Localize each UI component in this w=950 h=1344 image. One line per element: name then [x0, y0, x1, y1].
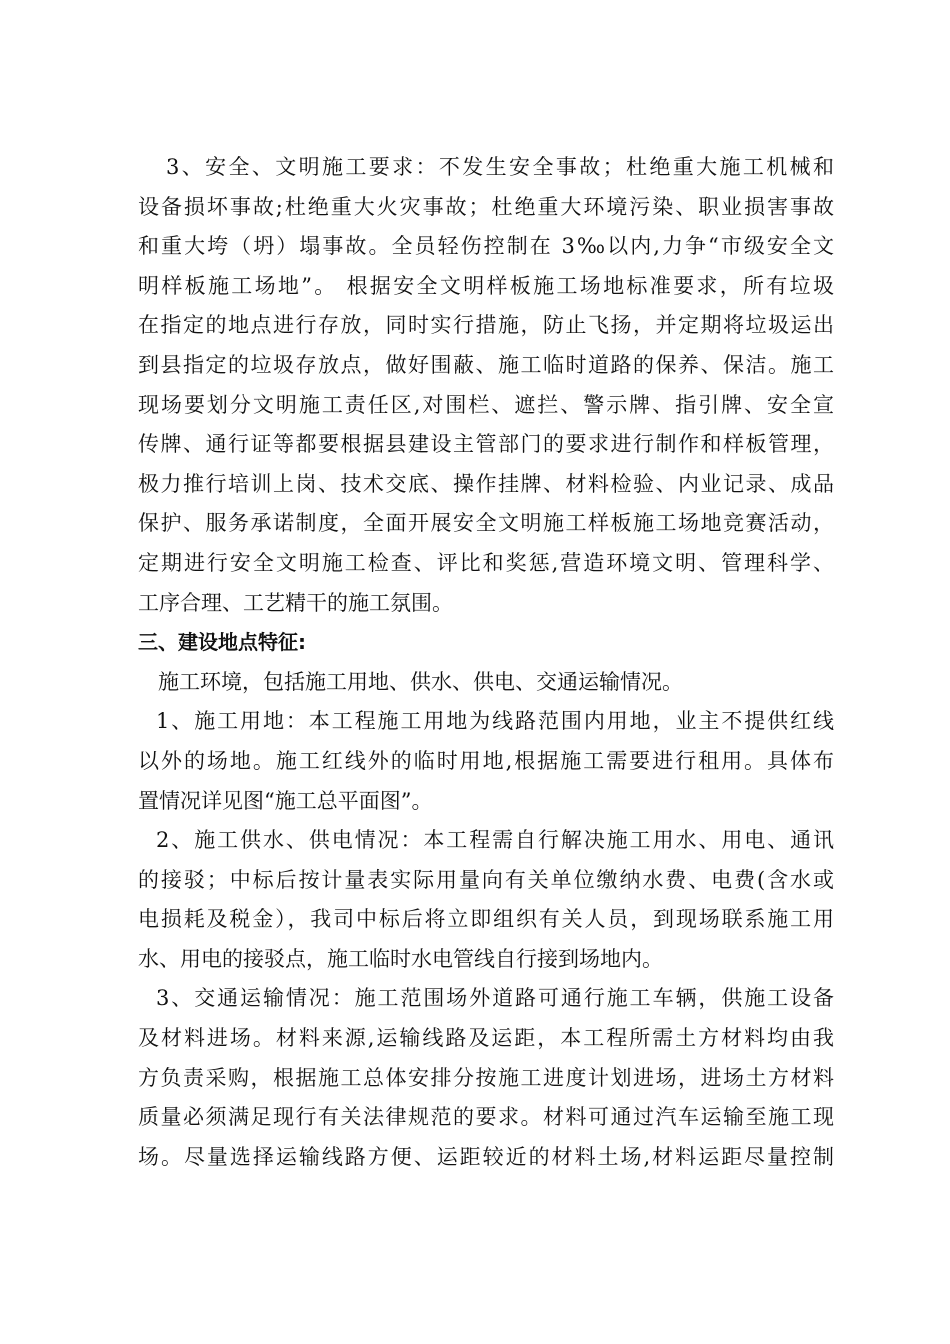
- text-line: 质量必须满足现行有关法律规范的要求。材料可通过汽车运输至施工现: [138, 1105, 834, 1130]
- intro-line: 施工环境，包括施工用地、供水、供电、交通运输情况。: [158, 669, 683, 694]
- section-heading: 三、建设地点特征:: [138, 630, 306, 655]
- text-line: 水、用电的接驳点，施工临时水电管线自行接到场地内。: [138, 946, 663, 971]
- text-line: 3、交通运输情况：施工范围场外道路可通行施工车辆，供施工设备: [156, 986, 834, 1011]
- paragraph-water-power: [138, 821, 834, 979]
- text-line: 到县指定的垃圾存放点，做好围蔽、施工临时道路的保养、保洁。施工: [138, 352, 834, 377]
- text-line: 在指定的地点进行存放，同时实行措施，防止飞扬，并定期将垃圾运出: [138, 313, 834, 338]
- text-line: 3、安全、文明施工要求：不发生安全事故；杜绝重大施工机械和: [166, 155, 834, 179]
- text-line: 现场要划分文明施工责任区,对围栏、遮拦、警示牌、指引牌、安全宣: [138, 392, 834, 417]
- text-line: 以外的场地。施工红线外的临时用地,根据施工需要进行租用。具体布: [138, 748, 834, 773]
- paragraph-safety-requirements: [138, 148, 834, 623]
- paragraph-transport: [138, 979, 834, 1177]
- text-line: 1、施工用地：本工程施工用地为线路范围内用地，业主不提供红线: [156, 709, 834, 734]
- text-line: 明样板施工场地”。 根据安全文明样板施工场地标准要求，所有垃圾: [138, 273, 834, 298]
- text-line: 和重大垮（坍）塌事故。全员轻伤控制在 3‰以内,力争“市级安全文: [138, 234, 834, 259]
- paragraph-construction-land: [138, 702, 834, 821]
- text-line: 方负责采购，根据施工总体安排分按施工进度计划进场，进场土方材料: [138, 1065, 834, 1090]
- text-line: 设备损坏事故;杜绝重大火灾事故；杜绝重大环境污染、职业损害事故: [138, 194, 834, 219]
- text-line: 的接驳；中标后按计量表实际用量向有关单位缴纳水费、电费(含水或: [138, 867, 834, 892]
- text-line: 传牌、通行证等都要根据县建设主管部门的要求进行制作和样板管理，: [138, 432, 834, 457]
- text-line: 置情况详见图“施工总平面图”。: [138, 788, 433, 813]
- text-line: 场。尽量选择运输线路方便、运距较近的材料土场,材料运距尽量控制: [138, 1144, 834, 1169]
- text-line: 2、施工供水、供电情况：本工程需自行解决施工用水、用电、通讯: [156, 828, 834, 853]
- text-line: 极力推行培训上岗、技术交底、操作挂牌、材料检验、内业记录、成品: [138, 471, 834, 496]
- text-line: 保护、服务承诺制度，全面开展安全文明施工样板施工场地竞赛活动，: [138, 511, 834, 536]
- text-line: 工序合理、工艺精干的施工氛围。: [138, 590, 453, 615]
- text-line: 及材料进场。材料来源,运输线路及运距，本工程所需土方材料均由我: [138, 1026, 834, 1051]
- text-line: 定期进行安全文明施工检查、评比和奖惩,营造环境文明、管理科学、: [138, 550, 834, 575]
- text-line: 电损耗及税金），我司中标后将立即组织有关人员，到现场联系施工用: [138, 907, 834, 932]
- body-text: [138, 148, 834, 1177]
